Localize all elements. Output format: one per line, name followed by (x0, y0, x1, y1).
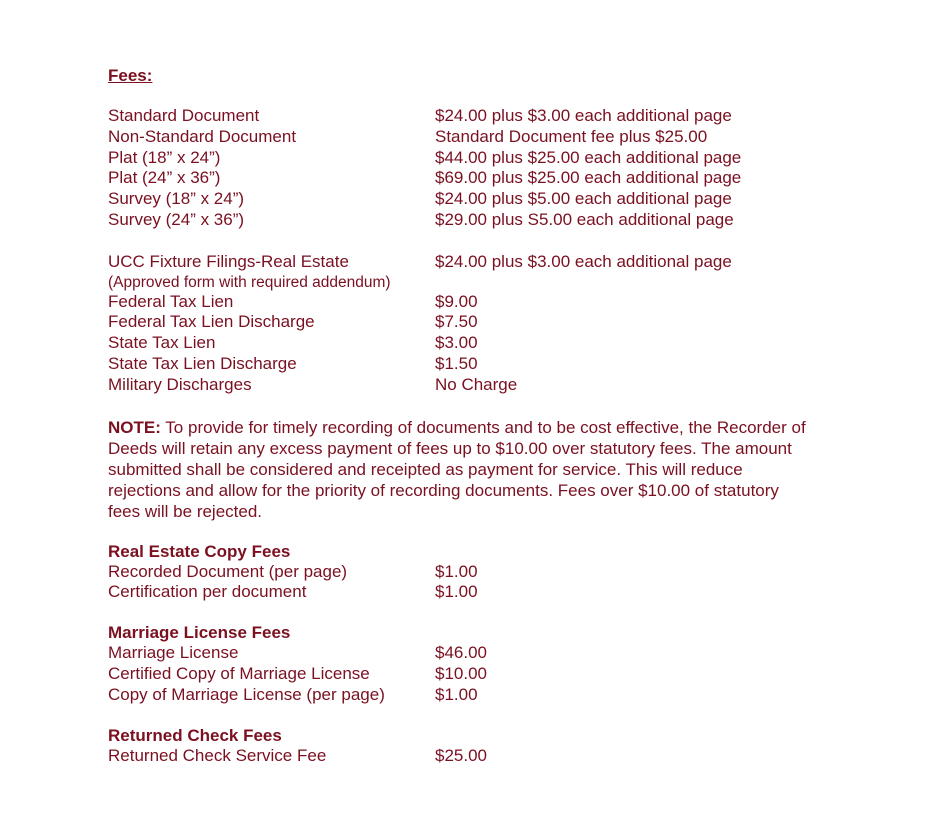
fee-row (108, 210, 828, 231)
fee-label: Marriage License (108, 643, 239, 663)
fee-label: State Tax Lien Discharge (108, 353, 297, 373)
fee-value: $25.00 (435, 745, 487, 765)
fee-label: Standard Document (108, 106, 260, 125)
fee-row (108, 375, 828, 396)
recording-fees-list (108, 106, 828, 231)
fee-row (108, 354, 828, 375)
fee-value: $10.00 (435, 663, 487, 683)
fee-label: Federal Tax Lien Discharge (108, 312, 315, 332)
fee-label: Plat (18” x 24”) (108, 147, 221, 167)
section-heading: Marriage License Fees (108, 623, 291, 643)
fee-value: $1.00 (435, 561, 478, 581)
real-estate-copy-section (108, 542, 828, 604)
fee-row (108, 562, 828, 583)
section-heading: Real Estate Copy Fees (108, 541, 291, 561)
fee-value: $1.50 (435, 353, 478, 373)
fee-row (108, 685, 828, 706)
fee-row (108, 168, 828, 189)
fee-value: $24.00 plus $5.00 each additional page (435, 189, 732, 209)
fee-value: $3.00 (435, 333, 478, 353)
note-paragraph (108, 417, 813, 522)
fee-row (108, 189, 828, 210)
returned-check-section (108, 726, 828, 767)
fee-label: Non-Standard Document (108, 126, 297, 146)
fee-value: $44.00 plus $25.00 each additional page (435, 147, 742, 167)
fee-value: $7.50 (435, 312, 478, 332)
fee-label: Military Discharges (108, 374, 252, 394)
marriage-license-section (108, 623, 828, 705)
fee-label: Certification per document (108, 582, 307, 602)
fee-value: $46.00 (435, 643, 487, 663)
fee-row (108, 106, 828, 127)
fee-row (108, 252, 828, 273)
fee-label: UCC Fixture Filings-Real Estate (108, 251, 349, 271)
fee-row (108, 664, 828, 685)
ucc-subnote: (Approved form with required addendum) (108, 273, 391, 291)
fee-row (108, 312, 828, 333)
fees-heading: Fees: (108, 66, 153, 85)
fee-label: Recorded Document (per page) (108, 561, 348, 581)
fee-value: $29.00 plus S5.00 each additional page (435, 209, 734, 229)
lien-fees-list (108, 252, 828, 396)
fee-row (108, 746, 828, 767)
fee-value: $24.00 plus $3.00 each additional page (435, 106, 732, 125)
fee-label: Plat (24” x 36”) (108, 168, 221, 188)
fee-row (108, 582, 828, 603)
fee-value: $1.00 (435, 582, 478, 602)
note-prefix: NOTE: (108, 417, 161, 437)
fee-label: Federal Tax Lien (108, 291, 234, 311)
fee-value: No Charge (435, 374, 518, 394)
fee-schedule (108, 66, 828, 766)
fee-value: $69.00 plus $25.00 each additional page (435, 168, 742, 188)
section-heading: Returned Check Fees (108, 725, 282, 745)
fee-row (108, 127, 828, 148)
fee-label: Survey (18” x 24”) (108, 189, 245, 209)
fee-value: $9.00 (435, 291, 478, 311)
fee-row (108, 333, 828, 354)
fee-label: Certified Copy of Marriage License (108, 663, 370, 683)
fee-value: Standard Document fee plus $25.00 (435, 126, 708, 146)
fee-value: $1.00 (435, 684, 478, 704)
fee-row (108, 643, 828, 664)
fee-row (108, 148, 828, 169)
note-text: To provide for timely recording of documents and to be cost effective, the Recorder of Deeds will retain any excess payment of fees up to $10.00 over statutory fees. The amount submitted shall be considered and receipted as payment for service. This will reduce rejections and allow for the priority of recording documents. Fees over $10.00 of statutory fees will be rejected. (108, 417, 806, 521)
fee-label: Copy of Marriage License (per page) (108, 684, 385, 704)
fee-label: Survey (24” x 36”) (108, 209, 245, 229)
fee-value: $24.00 plus $3.00 each additional page (435, 251, 732, 271)
fee-label: Returned Check Service Fee (108, 745, 327, 765)
fee-row (108, 292, 828, 313)
fee-label: State Tax Lien (108, 333, 216, 353)
